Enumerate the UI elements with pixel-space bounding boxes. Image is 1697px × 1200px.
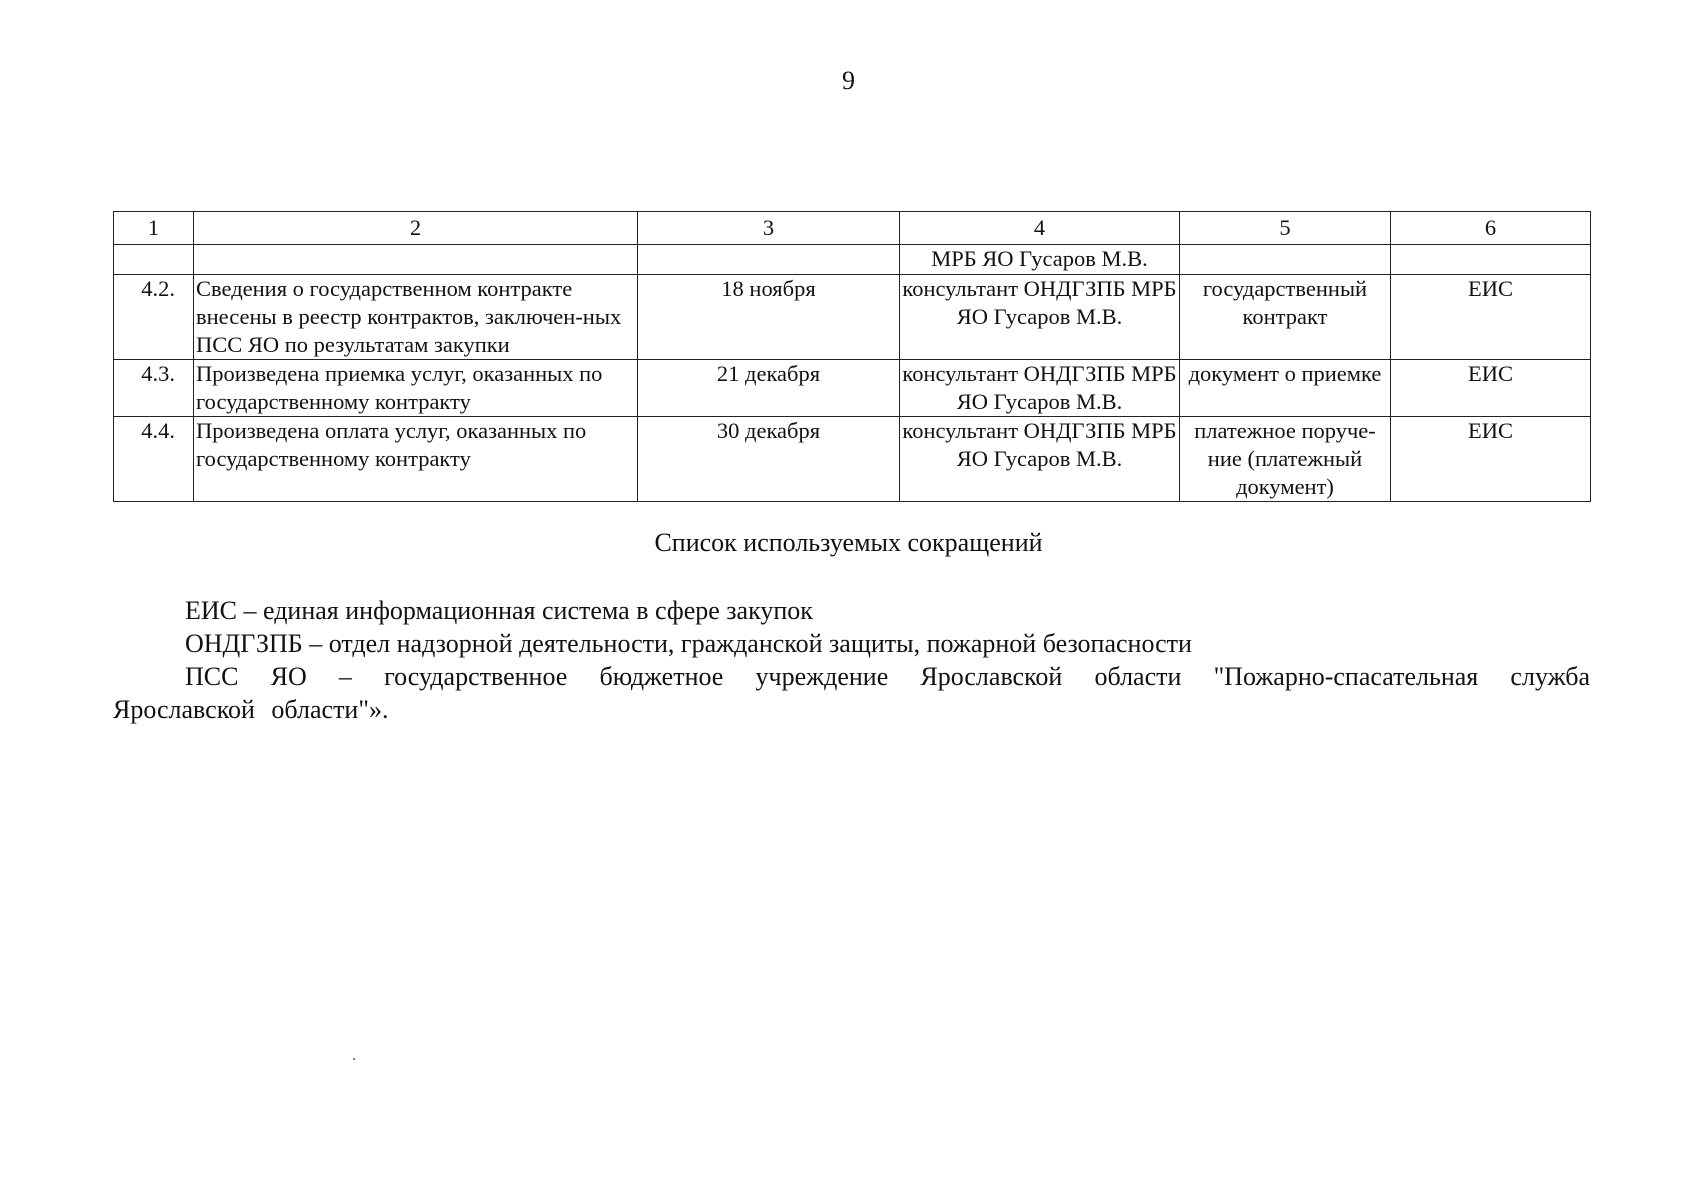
row-date: 21 декабря xyxy=(638,360,900,417)
table-row xyxy=(114,245,1591,275)
table-row xyxy=(114,417,1591,502)
column-number-2: 2 xyxy=(194,212,638,245)
row-date: 18 ноября xyxy=(638,275,900,360)
plan-table xyxy=(113,211,1591,502)
row-source: ЕИС xyxy=(1391,360,1591,417)
row-document xyxy=(1180,245,1391,275)
table-row xyxy=(114,275,1591,360)
row-number: 4.4. xyxy=(114,417,194,502)
row-event: Сведения о государственном контракте внесены в реестр контрактов, заключен-ных ПСС ЯО по результатам закупки xyxy=(194,275,638,360)
table-header-row xyxy=(114,212,1591,245)
row-responsible: консультант ОНДГЗПБ МРБ ЯО Гусаров М.В. xyxy=(900,275,1180,360)
row-event: Произведена приемка услуг, оказанных по государственному контракту xyxy=(194,360,638,417)
row-responsible: консультант ОНДГЗПБ МРБ ЯО Гусаров М.В. xyxy=(900,417,1180,502)
row-document: документ о приемке xyxy=(1180,360,1391,417)
abbreviations-title: Список используемых сокращений xyxy=(654,528,1043,557)
row-source: ЕИС xyxy=(1391,417,1591,502)
row-date xyxy=(638,245,900,275)
row-responsible: МРБ ЯО Гусаров М.В. xyxy=(900,245,1180,275)
row-number xyxy=(114,245,194,275)
abbreviation-item: ПСС ЯО – государственное бюджетное учреждение Ярославской области "Пожарно-спасательная служба Ярославской области"». xyxy=(113,662,1590,724)
row-document: государственный контракт xyxy=(1180,275,1391,360)
row-number: 4.3. xyxy=(114,360,194,417)
column-number-5: 5 xyxy=(1180,212,1391,245)
row-responsible: консультант ОНДГЗПБ МРБ ЯО Гусаров М.В. xyxy=(900,360,1180,417)
row-source xyxy=(1391,245,1591,275)
column-number-4: 4 xyxy=(900,212,1180,245)
row-date: 30 декабря xyxy=(638,417,900,502)
scan-speck xyxy=(353,1058,355,1060)
abbreviation-item: ЕИС – единая информационная система в сфере закупок xyxy=(185,596,813,625)
page-number: 9 xyxy=(842,66,855,95)
row-event: Произведена оплата услуг, оказанных по государственному контракту xyxy=(194,417,638,502)
row-event xyxy=(194,245,638,275)
row-source: ЕИС xyxy=(1391,275,1591,360)
column-number-6: 6 xyxy=(1391,212,1591,245)
row-document: платежное поруче-ние (платежный документ) xyxy=(1180,417,1391,502)
abbreviations-list xyxy=(113,594,1590,726)
table-row xyxy=(114,360,1591,417)
column-number-1: 1 xyxy=(114,212,194,245)
column-number-3: 3 xyxy=(638,212,900,245)
abbreviation-item: ОНДГЗПБ – отдел надзорной деятельности, гражданской защиты, пожарной безопасности xyxy=(185,629,1192,658)
row-number: 4.2. xyxy=(114,275,194,360)
